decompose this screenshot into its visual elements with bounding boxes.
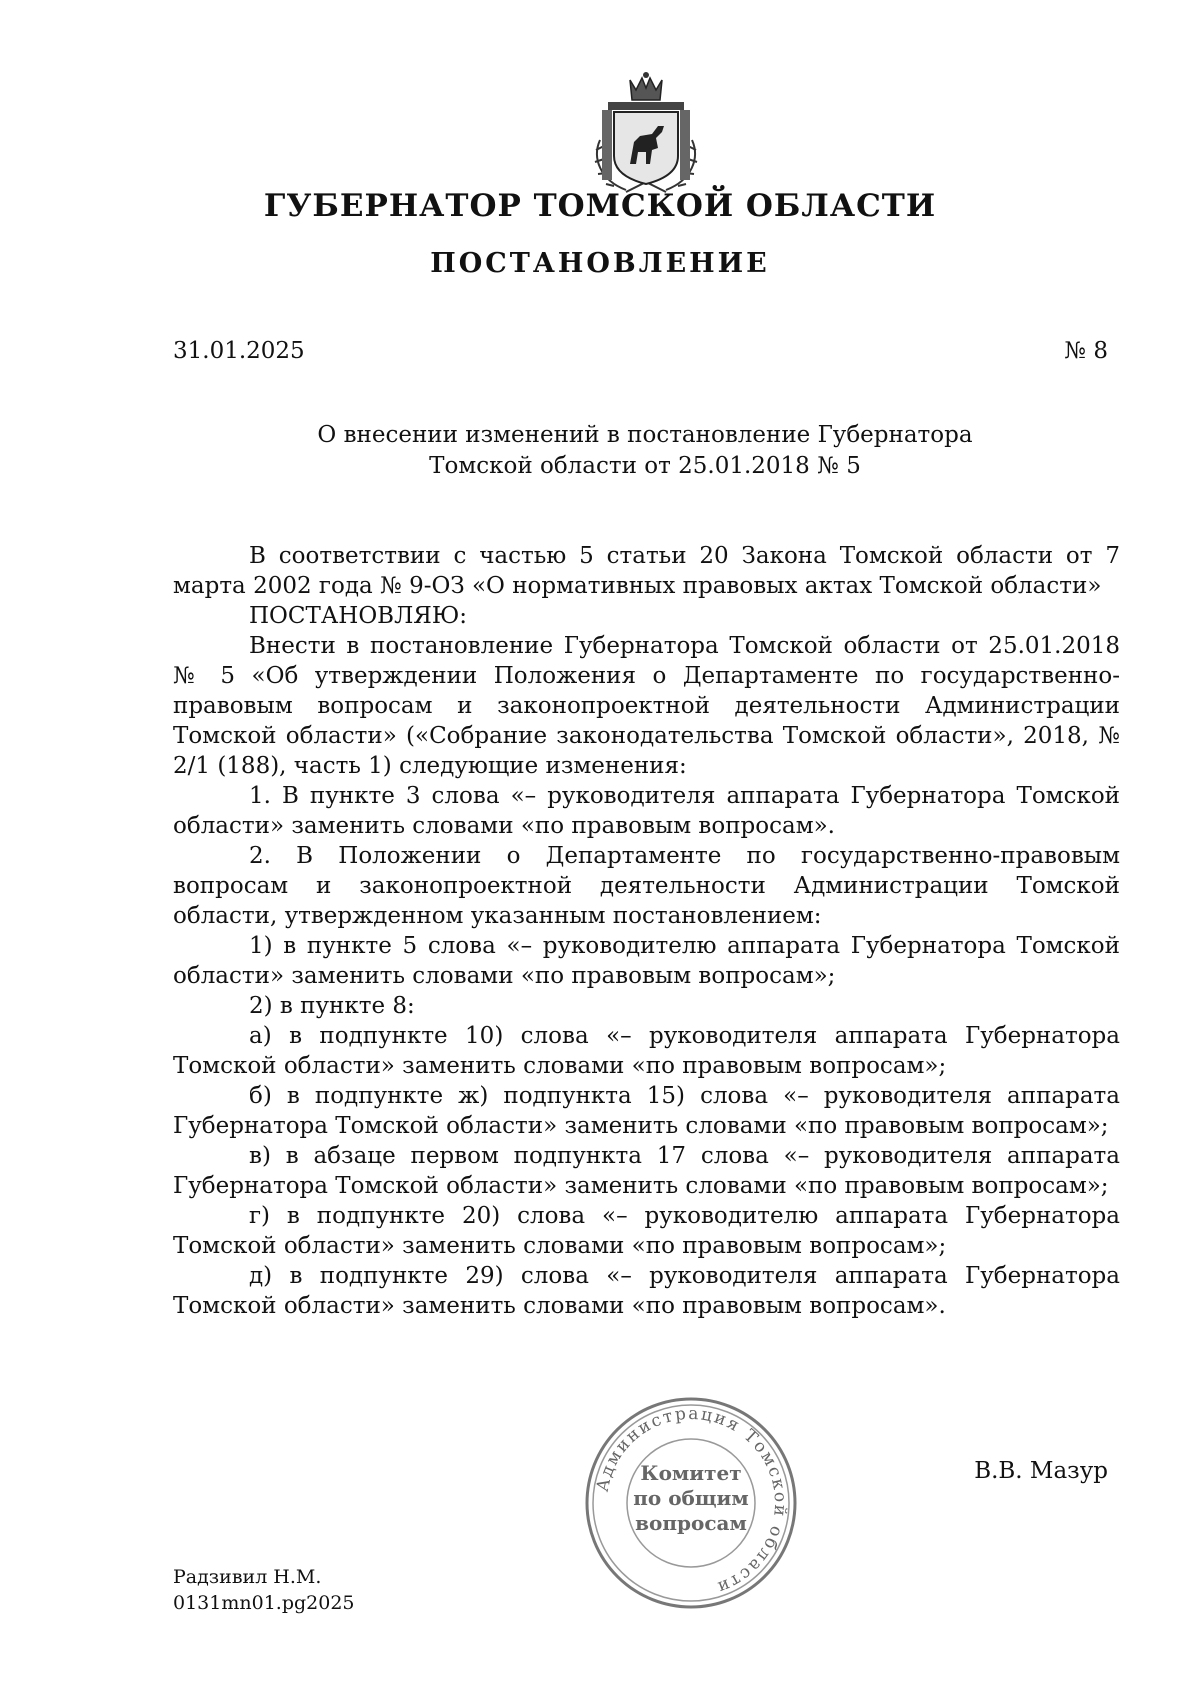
resolve-keyword: ПОСТАНОВЛЯЮ: — [249, 603, 468, 629]
signer-name: В.В. Мазур — [974, 1458, 1108, 1484]
document-subject — [300, 420, 990, 482]
stamp-line: Комитет — [640, 1461, 742, 1485]
issuing-authority: ГУБЕРНАТОР ТОМСКОЙ ОБЛАСТИ — [263, 188, 937, 224]
author-name: Радзивил Н.М. — [173, 1566, 322, 1588]
stamp-line: вопросам — [635, 1511, 747, 1535]
document-date: 31.01.2025 — [173, 338, 305, 364]
stamp-line: по общим — [633, 1486, 749, 1510]
subitem-paragraph: г) в подпункте 20) слова «– руководителю аппарата Губернатора Томской области» заменить словами «по правовым вопросам»; — [173, 1203, 1120, 1259]
subitem-paragraph: в) в абзаце первом подпункта 17 слова «– руководителя аппарата Губернатора Томской области» заменить словами «по правовым вопросам»; — [173, 1143, 1120, 1199]
official-stamp — [580, 1392, 802, 1614]
document-type: ПОСТАНОВЛЕНИЕ — [430, 248, 770, 279]
subject-line: О внесении изменений в постановление Губернатора — [317, 422, 973, 448]
stamp-ring-text: Администрация Томской области — [592, 1403, 791, 1598]
subitem-paragraph: 2) в пункте 8: — [249, 993, 415, 1019]
tomsk-coat-of-arms-icon — [586, 70, 706, 198]
subitem-paragraph: 1) в пункте 5 слова «– руководителю аппарата Губернатора Томской области» заменить словами «по правовым вопросам»; — [173, 933, 1120, 989]
document-body — [173, 541, 1120, 1321]
item-paragraph: 1. В пункте 3 слова «– руководителя аппарата Губернатора Томской области» заменить словами «по правовым вопросам». — [173, 783, 1120, 839]
item-paragraph: 2. В Положении о Департаменте по государственно-правовым вопросам и законопроектной деятельности Администрации Томской области, утвержденном указанным постановлением: — [173, 843, 1120, 929]
main-paragraph: Внести в постановление Губернатора Томской области от 25.01.2018 № 5 «Об утверждении Положения о Департаменте по государственно-правовым вопросам и законопроектной деятельности Администрации Томской области» («Собрание законодательства Томской области», 2018, № 2/1 (188), часть 1) следующие изменения: — [173, 633, 1120, 779]
subitem-paragraph: д) в подпункте 29) слова «– руководителя аппарата Губернатора Томской области» заменить словами «по правовым вопросам». — [173, 1263, 1120, 1319]
author-block — [173, 1564, 355, 1616]
subitem-paragraph: б) в подпункте ж) подпункта 15) слова «– руководителя аппарата Губернатора Томской области» заменить словами «по правовым вопросам»; — [173, 1083, 1120, 1139]
subject-line: Томской области от 25.01.2018 № 5 — [429, 453, 861, 479]
document-code: 0131mn01.pg2025 — [173, 1592, 355, 1614]
preamble-paragraph: В соответствии с частью 5 статьи 20 Закона Томской области от 7 марта 2002 года № 9-ОЗ «О нормативных правовых актах Томской области» — [173, 543, 1120, 599]
document-number: № 8 — [1064, 338, 1108, 364]
subitem-paragraph: а) в подпункте 10) слова «– руководителя аппарата Губернатора Томской области» заменить словами «по правовым вопросам»; — [173, 1023, 1120, 1079]
